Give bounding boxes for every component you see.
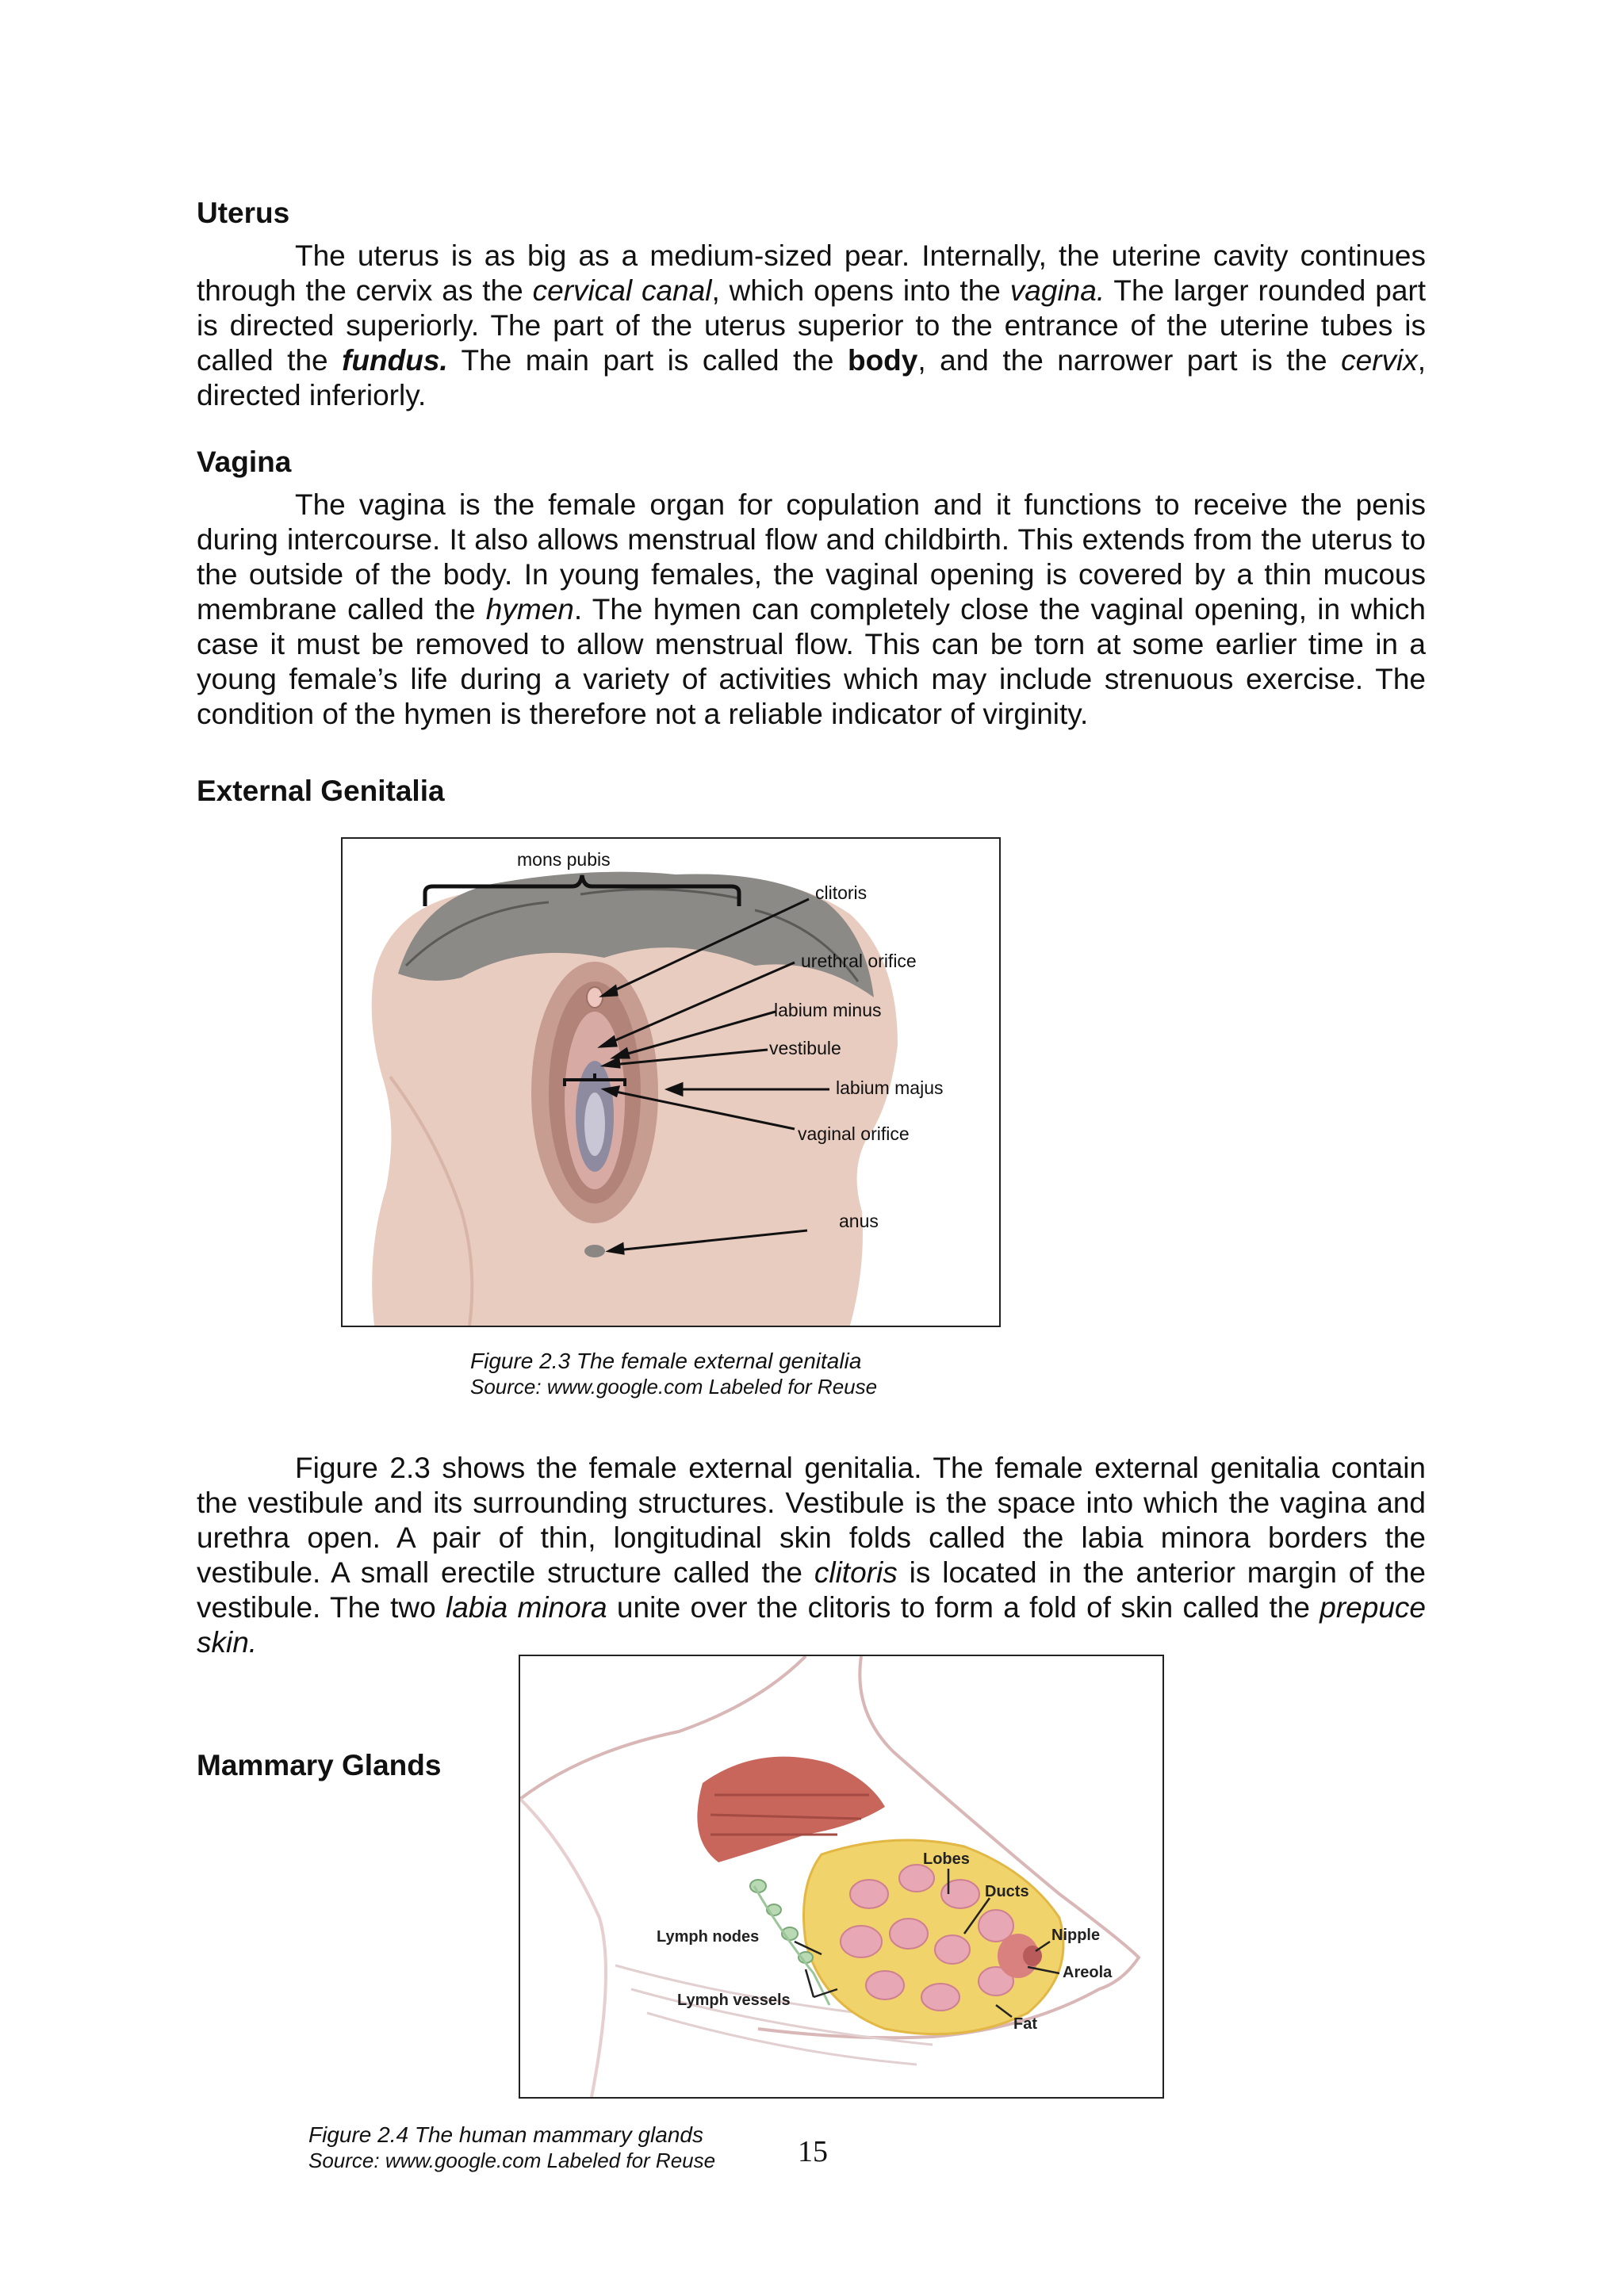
figure-2-4-title: Figure 2.4 The human mammary glands: [308, 2122, 703, 2147]
mammary-glands-illustration: [520, 1656, 1162, 2097]
label-labium-minus: labium minus: [774, 1000, 882, 1020]
uterus-heading: Uterus: [197, 197, 290, 229]
term-hymen: hymen: [485, 593, 574, 626]
term-cervix: cervix: [1341, 344, 1418, 377]
uterus-paragraph: The uterus is as big as a medium-sized pear. Internally, the uterine cavity continues through the cervix as the cervical canal, which opens into the vagina. The larger rounded part is directed superiorly. The part of the uterus superior to the entrance of the uterine tubes is called the fundus. The main part is called the body, and the narrower part is the cervix, directed inferiorly.: [197, 239, 1427, 411]
label-lymph-vessels: Lymph vessels: [677, 1992, 791, 2009]
term-vagina: vagina.: [1009, 274, 1105, 307]
external-genitalia-heading: External Genitalia: [197, 775, 445, 807]
figure-2-4-image: [519, 1655, 1164, 2099]
figure-2-3-source: Source: www.google.com Labeled for Reuse: [470, 1375, 878, 1399]
label-vestibule: vestibule: [769, 1038, 841, 1058]
external-genitalia-paragraph: Figure 2.3 shows the female external genitalia. The female external genitalia contain the vestibule and its surrounding structures. Vestibule is the space into which the vagina and urethra open. A pair of thin, longitudinal skin folds called the labia minora borders the vestibule. A small erectile structure called the clitoris is located in the anterior margin of the vestibule. The two labia minora unite over the clitoris to form a fold of skin called the prepuce skin.: [197, 1452, 1426, 1659]
term-prepuce-skin: prepuce skin.: [197, 1591, 1426, 1659]
label-labium-majus: labium majus: [836, 1077, 944, 1098]
label-anus: anus: [839, 1211, 879, 1231]
label-urethral-orifice: urethral orifice: [801, 951, 917, 971]
label-lobes: Lobes: [923, 1850, 970, 1868]
label-lymph-nodes: Lymph nodes: [657, 1928, 760, 1946]
label-mons-pubis: mons pubis: [517, 849, 611, 870]
label-areola: Areola: [1063, 1964, 1113, 1981]
figure-2-3-title: Figure 2.3 The female external genitalia: [470, 1349, 862, 1373]
figure-2-4-source: Source: www.google.com Labeled for Reuse: [308, 2149, 716, 2172]
label-vaginal-orifice: vaginal orifice: [798, 1123, 910, 1144]
figure-2-4-caption: [308, 2122, 715, 2172]
label-nipple: Nipple: [1051, 1927, 1101, 1944]
figure-2-3-image: [341, 837, 1001, 1327]
label-ducts: Ducts: [985, 1883, 1029, 1900]
external-genitalia-illustration: [343, 839, 999, 1326]
label-fat: Fat: [1013, 2015, 1037, 2033]
vagina-heading: Vagina: [197, 446, 292, 478]
term-labia-minora: labia minora: [445, 1591, 607, 1624]
term-cervical-canal: cervical canal: [532, 274, 712, 307]
mammary-glands-heading: Mammary Glands: [197, 1749, 442, 1781]
term-fundus: fundus.: [342, 344, 448, 377]
term-clitoris: clitoris: [814, 1556, 898, 1589]
vagina-paragraph: The vagina is the female organ for copulation and it functions to receive the penis during intercourse. It also allows menstrual flow and childbirth. This extends from the uterus to the outside of the body. In young females, the vaginal opening is covered by a thin mucous membrane called the hymen. The hymen can completely close the vaginal opening, in which case it must be removed to allow menstrual flow. This can be torn at some earlier time in a young female’s life during a variety of activities which may include strenuous exercise. The condition of the hymen is therefore not a reliable indicator of virginity.: [197, 488, 1426, 730]
page-number: 15: [798, 2135, 828, 2168]
figure-2-3-caption: [470, 1348, 877, 1399]
term-body: body: [847, 344, 918, 377]
label-clitoris: clitoris: [815, 882, 868, 903]
